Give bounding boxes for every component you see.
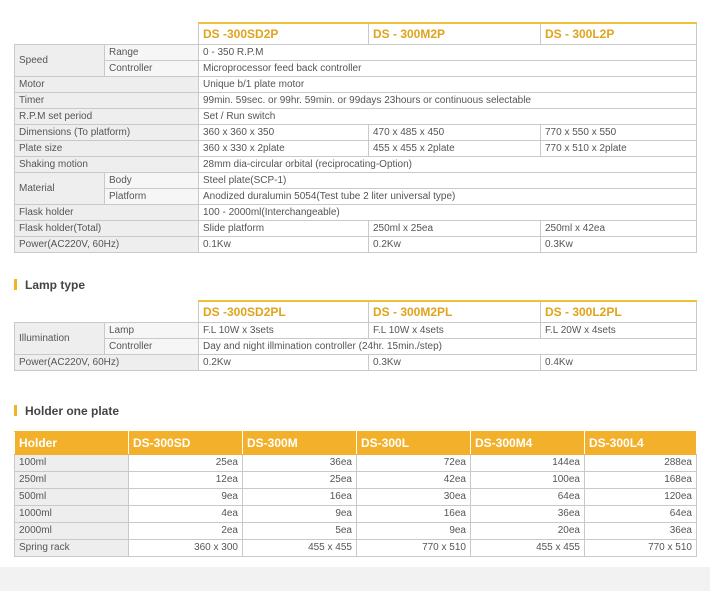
section-marker (14, 279, 17, 290)
controller-label: Controller (105, 61, 199, 77)
lamp-model-header: DS - 300M2PL (369, 301, 541, 323)
holder-cell: 64ea (585, 506, 697, 523)
holder-header: DS-300M (243, 432, 357, 455)
lamp-controller-value: Day and night illmination controller (24hr. 15min./step) (199, 339, 697, 355)
holder-cell: 16ea (243, 489, 357, 506)
flask-holder-value: 100 - 2000ml(Interchangeable) (199, 205, 697, 221)
holder-cell: 72ea (357, 455, 471, 472)
rpm-set-label: R.P.M set period (15, 109, 199, 125)
rpm-set-value: Set / Run switch (199, 109, 697, 125)
lamp-table (14, 300, 697, 371)
holder-cell: 360 x 300 (129, 540, 243, 557)
spec-table (14, 22, 697, 253)
holder-cell: 9ea (129, 489, 243, 506)
lamp-model-header: DS -300SD2PL (199, 301, 369, 323)
lamp-type-title-text: Lamp type (25, 278, 86, 292)
holder-header: DS-300L4 (585, 432, 697, 455)
holder-header: DS-300M4 (471, 432, 585, 455)
shaking-value: 28mm dia-circular orbital (reciprocating-Option) (199, 157, 697, 173)
lamp-power-value: 0.2Kw (199, 355, 369, 371)
speed-label: Speed (15, 45, 105, 77)
holder-title (14, 404, 119, 418)
holder-header: DS-300L (357, 432, 471, 455)
section-marker (14, 405, 17, 416)
dimensions-value: 770 x 550 x 550 (541, 125, 697, 141)
flask-total-label: Flask holder(Total) (15, 221, 199, 237)
material-label: Material (15, 173, 105, 205)
holder-cell: 9ea (243, 506, 357, 523)
holder-cell: 100ea (471, 472, 585, 489)
power-value: 0.2Kw (369, 237, 541, 253)
holder-cell: 168ea (585, 472, 697, 489)
holder-row-label: 100ml (15, 455, 129, 472)
holder-cell: 36ea (471, 506, 585, 523)
holder-row-label: 500ml (15, 489, 129, 506)
holder-row-label: 250ml (15, 472, 129, 489)
power-value: 0.1Kw (199, 237, 369, 253)
timer-value: 99min. 59sec. or 99hr. 59min. or 99days 23hours or continuous selectable (199, 93, 697, 109)
lamp-value: F.L 20W x 4sets (541, 323, 697, 339)
plate-size-label: Plate size (15, 141, 199, 157)
motor-label: Motor (15, 77, 199, 93)
lamp-power-label: Power(AC220V, 60Hz) (15, 355, 199, 371)
power-value: 0.3Kw (541, 237, 697, 253)
holder-header: Holder (15, 432, 129, 455)
timer-label: Timer (15, 93, 199, 109)
holder-cell: 42ea (357, 472, 471, 489)
body-value: Steel plate(SCP-1) (199, 173, 697, 189)
holder-cell: 16ea (357, 506, 471, 523)
holder-cell: 12ea (129, 472, 243, 489)
holder-cell: 5ea (243, 523, 357, 540)
holder-cell: 455 x 455 (471, 540, 585, 557)
lamp-value: F.L 10W x 3sets (199, 323, 369, 339)
lamp-value: F.L 10W x 4sets (369, 323, 541, 339)
holder-cell: 288ea (585, 455, 697, 472)
dimensions-value: 470 x 485 x 450 (369, 125, 541, 141)
holder-cell: 770 x 510 (585, 540, 697, 557)
plate-size-value: 455 x 455 x 2plate (369, 141, 541, 157)
body-label: Body (105, 173, 199, 189)
flask-total-value: 250ml x 25ea (369, 221, 541, 237)
power-label: Power(AC220V, 60Hz) (15, 237, 199, 253)
holder-cell: 144ea (471, 455, 585, 472)
lamp-power-value: 0.4Kw (541, 355, 697, 371)
holder-row (15, 489, 697, 506)
holder-cell: 770 x 510 (357, 540, 471, 557)
holder-row (15, 540, 697, 557)
holder-cell: 20ea (471, 523, 585, 540)
spec-header-blank (15, 23, 199, 45)
plate-size-value: 770 x 510 x 2plate (541, 141, 697, 157)
dimensions-label: Dimensions (To platform) (15, 125, 199, 141)
lamp-label: Lamp (105, 323, 199, 339)
holder-cell: 4ea (129, 506, 243, 523)
platform-value: Anodized duralumin 5054(Test tube 2 liter universal type) (199, 189, 697, 205)
holder-cell: 25ea (129, 455, 243, 472)
holder-cell: 30ea (357, 489, 471, 506)
flask-total-value: Slide platform (199, 221, 369, 237)
holder-cell: 64ea (471, 489, 585, 506)
holder-cell: 36ea (243, 455, 357, 472)
platform-label: Platform (105, 189, 199, 205)
holder-row (15, 455, 697, 472)
shaking-label: Shaking motion (15, 157, 199, 173)
holder-cell: 36ea (585, 523, 697, 540)
model-header: DS - 300L2P (541, 23, 697, 45)
holder-row (15, 472, 697, 489)
range-value: 0 - 350 R.P.M (199, 45, 697, 61)
page-footer-band (0, 567, 710, 591)
model-header: DS - 300M2P (369, 23, 541, 45)
lamp-type-title (14, 278, 85, 292)
range-label: Range (105, 45, 199, 61)
flask-total-value: 250ml x 42ea (541, 221, 697, 237)
motor-value: Unique b/1 plate motor (199, 77, 697, 93)
lamp-header-blank (15, 301, 199, 323)
holder-row-label: 1000ml (15, 506, 129, 523)
controller-value: Microprocessor feed back controller (199, 61, 697, 77)
holder-cell: 25ea (243, 472, 357, 489)
holder-table (14, 431, 697, 557)
holder-cell: 120ea (585, 489, 697, 506)
holder-row (15, 506, 697, 523)
illumination-label: Illumination (15, 323, 105, 355)
model-header: DS -300SD2P (199, 23, 369, 45)
flask-holder-label: Flask holder (15, 205, 199, 221)
holder-cell: 9ea (357, 523, 471, 540)
holder-cell: 455 x 455 (243, 540, 357, 557)
holder-cell: 2ea (129, 523, 243, 540)
holder-title-text: Holder one plate (25, 404, 120, 418)
lamp-power-value: 0.3Kw (369, 355, 541, 371)
plate-size-value: 360 x 330 x 2plate (199, 141, 369, 157)
lamp-model-header: DS - 300L2PL (541, 301, 697, 323)
holder-row-label: Spring rack (15, 540, 129, 557)
lamp-controller-label: Controller (105, 339, 199, 355)
holder-header: DS-300SD (129, 432, 243, 455)
holder-row (15, 523, 697, 540)
holder-row-label: 2000ml (15, 523, 129, 540)
dimensions-value: 360 x 360 x 350 (199, 125, 369, 141)
